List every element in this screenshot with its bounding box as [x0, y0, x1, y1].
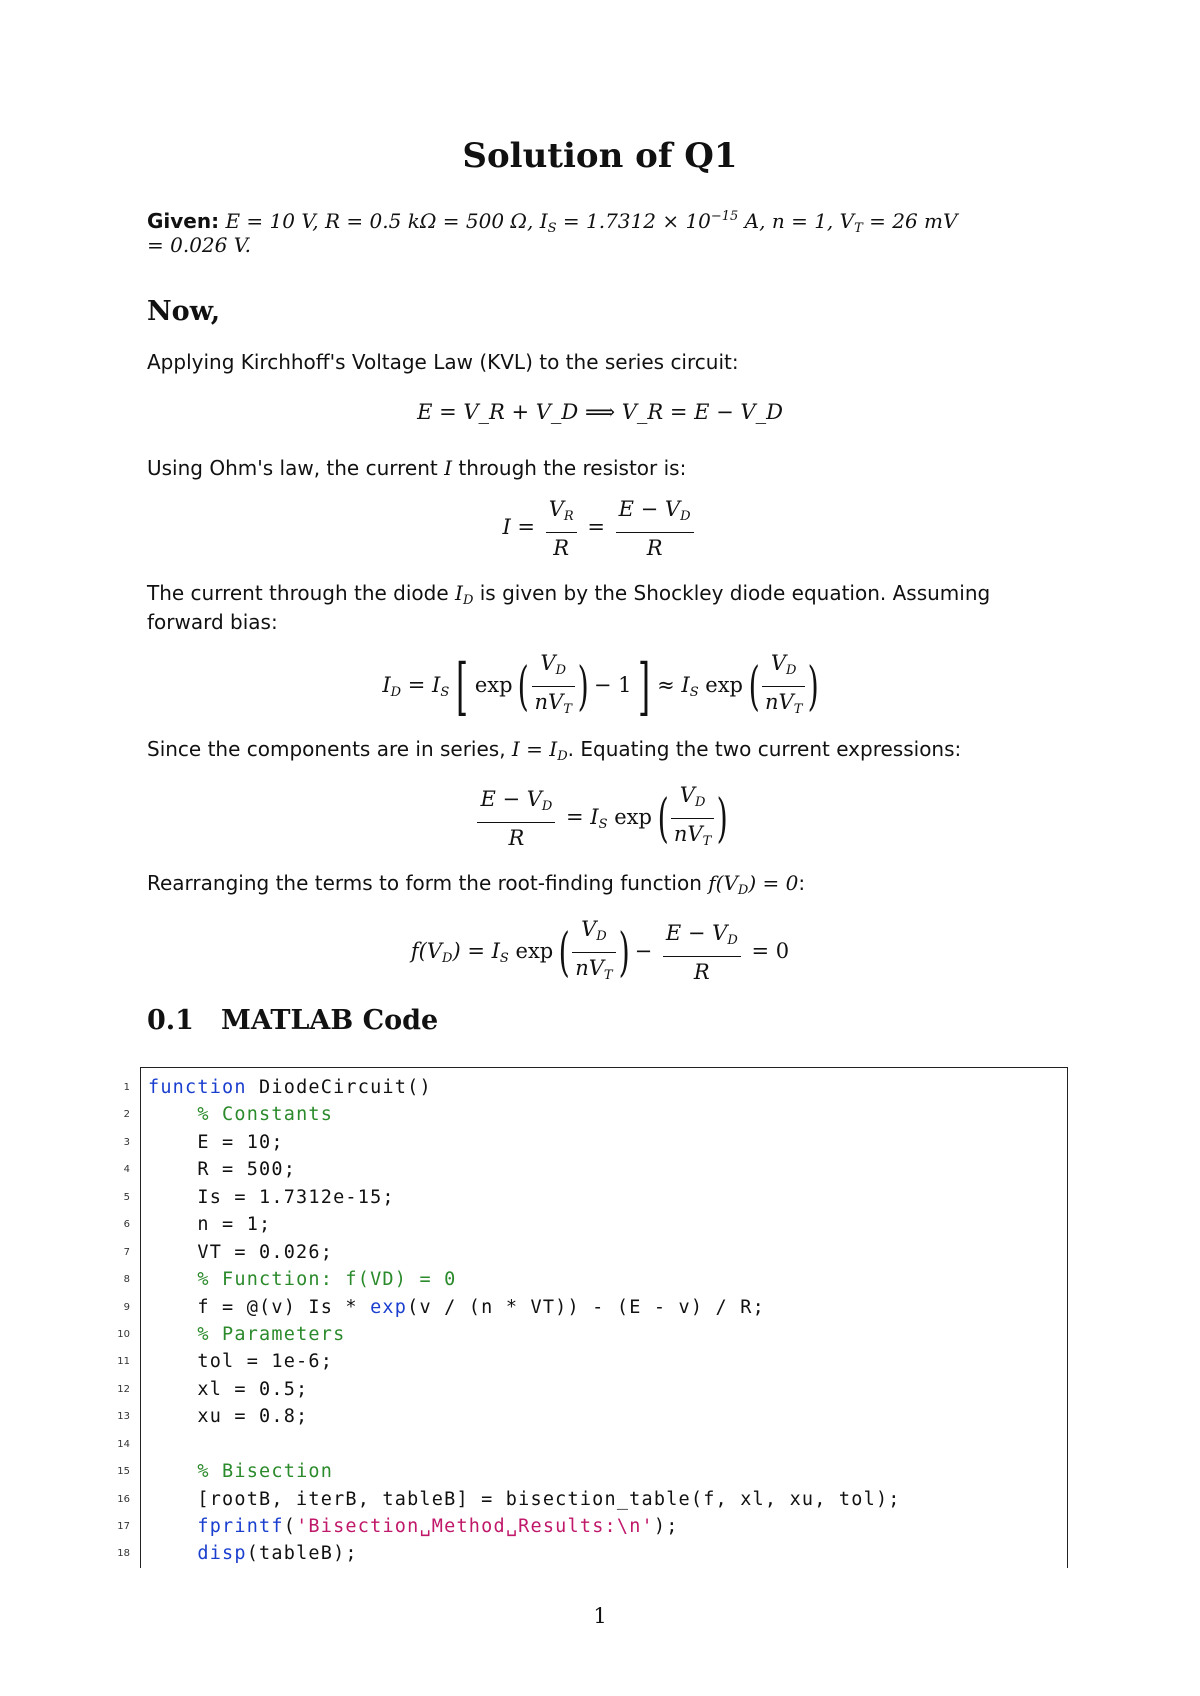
line-number: 6 — [123, 1219, 130, 1231]
code-token — [148, 1269, 197, 1290]
code-line — [117, 1486, 1068, 1513]
code-listing — [117, 1074, 1068, 1568]
code-token: VT = 0.026; — [148, 1241, 334, 1263]
line-number: 3 — [123, 1136, 130, 1148]
code-keyword: function — [148, 1077, 247, 1098]
line-number: 9 — [123, 1301, 130, 1313]
equate-equation: $\frac{E - V_D}{R}$ = $I_S$ exp ( $\frac{V_D}{nV_T}$ ) — [0, 780, 1200, 857]
code-text — [148, 1156, 296, 1183]
code-token: tol = 1e-6; — [148, 1351, 334, 1373]
line-number: 16 — [117, 1493, 130, 1505]
kvl-equation: E = V_R + V_D ⟹ V_R = E − V_D — [417, 400, 783, 424]
line-number: 11 — [117, 1356, 130, 1368]
code-line — [117, 1458, 1068, 1485]
code-line — [123, 1294, 1068, 1321]
code-keyword: disp — [197, 1543, 247, 1565]
code-line — [123, 1101, 1068, 1128]
line-number: 13 — [117, 1411, 130, 1423]
code-line — [117, 1403, 1068, 1430]
code-text — [148, 1184, 395, 1211]
code-line — [123, 1184, 1068, 1211]
code-token: n = 1; — [148, 1214, 272, 1236]
line-number: 4 — [123, 1164, 130, 1176]
code-comment: % Function: f(VD) = 0 — [197, 1269, 457, 1291]
code-text — [148, 1486, 901, 1513]
page-title: Solution of Q1 — [462, 136, 738, 176]
line-number: 8 — [123, 1274, 130, 1286]
code-line — [117, 1431, 1068, 1458]
ohm-equation: I = $\frac{V_R}{R}$ = $\frac{E - V_D}{R}$ — [0, 494, 1200, 563]
code-token — [148, 1461, 197, 1482]
code-text — [148, 1239, 333, 1266]
section-label: MATLAB Code — [221, 1005, 439, 1036]
section-heading — [147, 1005, 438, 1036]
code-token: Is = 1.7312e-15; — [148, 1186, 395, 1208]
code-text — [148, 1376, 308, 1403]
code-token: xu = 0.8; — [148, 1406, 309, 1428]
code-line — [123, 1074, 1068, 1101]
ohm-paragraph: Using Ohm's law, the current I through the resistor is: — [147, 456, 687, 480]
rearrange-paragraph: Rearranging the terms to form the root-finding function $f(V_D) = 0$: — [147, 871, 806, 898]
series-paragraph: Since the components are in series, $I = I_D$. Equating the two current expressions: — [147, 737, 962, 764]
diode-paragraph: The current through the diode $I_D$ is given by the Shockley diode equation. Assuming — [147, 581, 991, 608]
page-number: 1 — [593, 1604, 607, 1628]
code-text — [148, 1266, 456, 1293]
code-token: E = 10; — [148, 1131, 284, 1153]
line-number: 10 — [117, 1328, 130, 1340]
code-keyword: fprintf — [197, 1516, 284, 1537]
code-line — [117, 1376, 1068, 1403]
code-token — [148, 1104, 197, 1125]
code-token: xl = 0.5; — [148, 1378, 309, 1400]
code-string: 'Bisection␣Method␣Results:\n' — [296, 1516, 654, 1537]
code-line — [123, 1156, 1068, 1183]
given-values: E = 10 V, R = 0.5 kΩ = 500 Ω, $I_S = 1.7312 \times 10^{-15}$ A, n = 1, $V_T = 26$ mV — [225, 209, 958, 236]
code-text — [148, 1513, 679, 1540]
line-number: 7 — [123, 1246, 130, 1258]
code-comment: % Bisection — [197, 1461, 334, 1483]
code-line — [117, 1321, 1068, 1348]
kvl-paragraph: Applying Kirchhoff's Voltage Law (KVL) to the series circuit: — [147, 350, 739, 374]
line-number: 5 — [123, 1191, 130, 1203]
line-number: 15 — [117, 1466, 130, 1478]
code-text — [148, 1101, 333, 1128]
code-token: f = @(v) Is * — [148, 1296, 371, 1318]
code-line — [117, 1513, 1068, 1540]
root-equation: $f(V_D) = I_S$ exp ( $\frac{V_D}{nV_T}$ ) − $\frac{E - V_D}{R}$ = 0 — [0, 914, 1200, 991]
code-token: ( — [283, 1516, 297, 1537]
now-heading: Now, — [147, 296, 221, 327]
code-token: (tableB); — [246, 1543, 358, 1565]
code-line — [123, 1211, 1068, 1238]
code-token: DiodeCircuit() — [246, 1077, 432, 1098]
line-number: 12 — [117, 1383, 130, 1395]
line-number: 17 — [117, 1521, 130, 1532]
code-text — [148, 1458, 333, 1485]
code-line — [117, 1540, 1068, 1567]
code-text — [148, 1211, 271, 1238]
code-token — [148, 1324, 197, 1345]
code-text — [148, 1540, 358, 1567]
code-text — [148, 1294, 765, 1321]
code-keyword: exp — [370, 1296, 408, 1318]
code-token — [148, 1543, 197, 1564]
code-text — [148, 1129, 284, 1156]
diode-paragraph-2: forward bias: — [147, 610, 278, 634]
given-label: Given: — [147, 209, 220, 233]
line-number: 14 — [117, 1438, 130, 1450]
code-line — [123, 1239, 1068, 1266]
code-comment: % Parameters — [197, 1323, 346, 1345]
line-number: 1 — [123, 1082, 130, 1093]
code-text — [148, 1074, 432, 1101]
code-text — [148, 1348, 333, 1375]
code-line — [123, 1129, 1068, 1156]
code-token: ); — [653, 1516, 679, 1537]
line-number: 18 — [117, 1548, 130, 1560]
code-comment: % Constants — [197, 1104, 334, 1126]
given-line2: = 0.026 V. — [147, 233, 252, 257]
code-line — [123, 1266, 1068, 1293]
code-token: [rootB, iterB, tableB] = bisection_table(f, xl, xu, tol); — [148, 1488, 901, 1510]
code-text — [148, 1321, 345, 1348]
shockley-equation: $I_D = I_S$ [ exp ( $\frac{V_D}{nV_T}$ ) − 1 ] ≈ $I_S$ exp ( $\frac{V_D}{nV_T}$ ) — [382, 649, 820, 723]
code-token: R = 500; — [148, 1159, 297, 1181]
code-text — [148, 1403, 308, 1430]
code-token: (v / (n * VT)) - (E - v) / R; — [407, 1296, 765, 1318]
code-line — [117, 1348, 1068, 1375]
line-number: 2 — [123, 1109, 130, 1121]
code-token — [148, 1516, 197, 1537]
section-number: 0.1 — [147, 1005, 194, 1036]
